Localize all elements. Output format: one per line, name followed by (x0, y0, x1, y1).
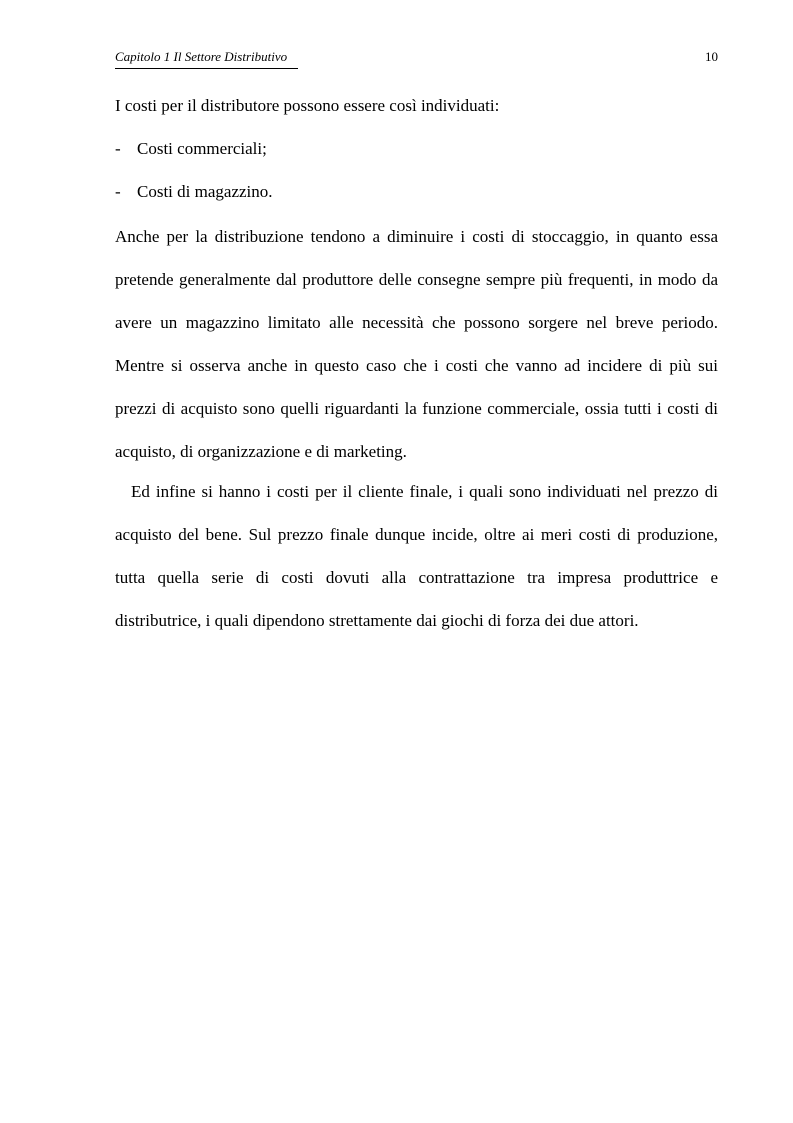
bullet-text: Costi commerciali; (137, 139, 267, 158)
running-header-title: Capitolo 1 Il Settore Distributivo (115, 49, 288, 64)
paragraph-distribution-costs: Anche per la distribuzione tendono a diminuire i costi di stoccaggio, in quanto essa pretende generalmente dal produttore delle consegne sempre più frequenti, in modo da avere un magazzino limitato alle necessità che possono sorgere nel breve periodo. Mentre si osserva anche in questo caso che i costi che vanno ad incidere di più sui prezzi di acquisto sono quelli riguardanti la funzione commerciale, ossia tutti i costi di acquisto, di organizzazione e di marketing. (115, 227, 718, 461)
bullet-item-costi-magazzino (115, 170, 273, 213)
bullet-dash: - (115, 182, 121, 201)
intro-sentence: I costi per il distributore possono essere così individuati: (115, 96, 500, 115)
header-underline (115, 68, 298, 69)
paragraph-final-customer-costs: Ed infine si hanno i costi per il cliente finale, i quali sono individuati nel prezzo di acquisto del bene. Sul prezzo finale dunque incide, oltre ai meri costi di produzione, tutta quella serie di costi dovuti alla contrattazione tra impresa produttrice e distributrice, i quali dipendono strettamente dai giochi di forza dei due attori. (115, 482, 718, 630)
page-number: 10 (705, 49, 718, 64)
bullet-dash: - (115, 139, 121, 158)
bullet-text: Costi di magazzino. (137, 182, 273, 201)
bullet-item-costi-commerciali (115, 127, 267, 170)
